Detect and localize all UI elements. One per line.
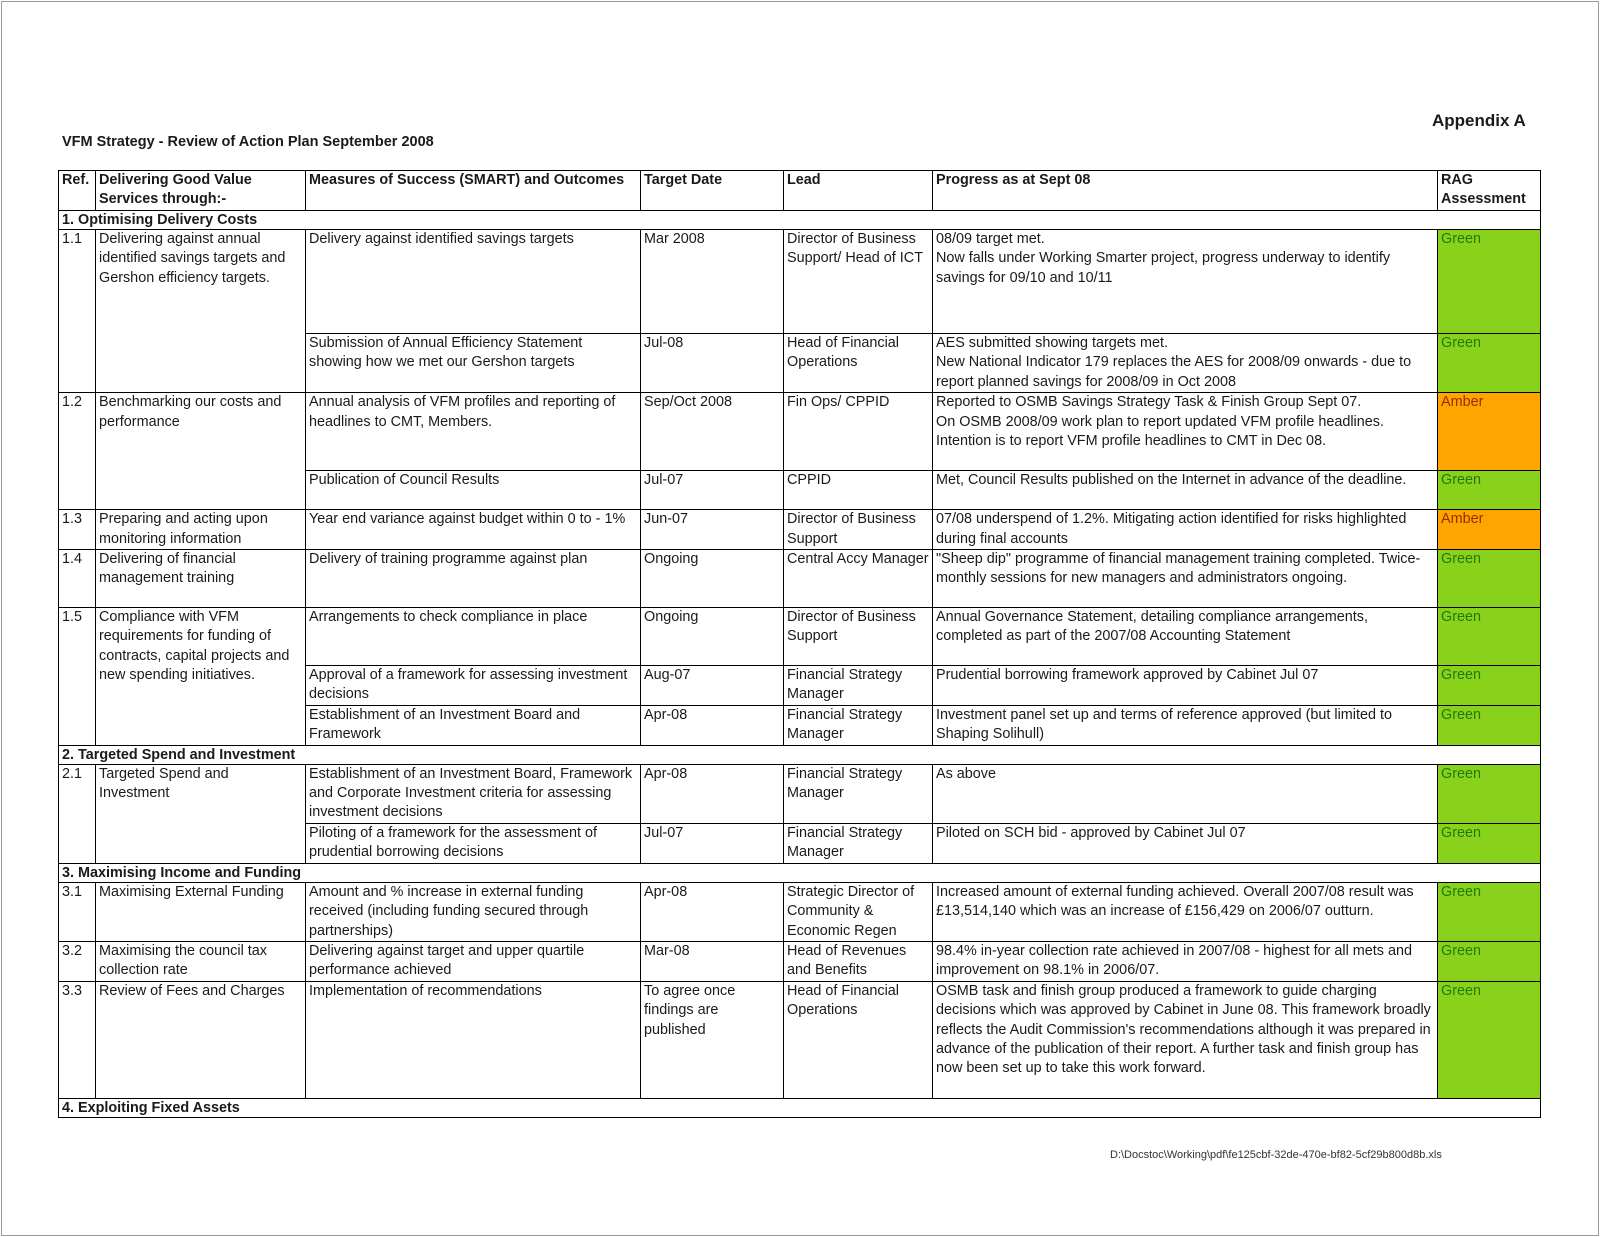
cell-lead: Fin Ops/ CPPID xyxy=(784,393,933,471)
cell-lead: Head of Revenues and Benefits xyxy=(784,941,933,981)
header-lead: Lead xyxy=(784,171,933,211)
document-title: VFM Strategy - Review of Action Plan September 2008 xyxy=(62,134,434,150)
cell-lead: Financial Strategy Manager xyxy=(784,823,933,863)
cell-measure: Submission of Annual Efficiency Statement showing how we met our Gershon targets xyxy=(306,334,641,393)
cell-target-date: Jun-07 xyxy=(641,510,784,550)
cell-progress: Reported to OSMB Savings Strategy Task & Finish Group Sept 07. On OSMB 2008/09 work plan to report updated VFM profile headlines. Intention is to report VFM profile headlines to CMT in Dec 08. xyxy=(933,393,1438,471)
cell-progress: OSMB task and finish group produced a framework to guide charging decisions which was approved by Cabinet in June 08. This framework broadly reflects the Audit Commission's recommendations although it was prepared in advance of the publication of their report. A further task and finish group has now been set up to take this work forward. xyxy=(933,981,1438,1098)
appendix-label: Appendix A xyxy=(1432,111,1526,130)
cell-lead: Financial Strategy Manager xyxy=(784,705,933,745)
cell-ref: 1.1 xyxy=(59,230,96,393)
cell-target-date: Sep/Oct 2008 xyxy=(641,393,784,471)
rag-status-badge: Green xyxy=(1438,941,1541,981)
cell-lead: Central Accy Manager xyxy=(784,550,933,608)
cell-ref: 2.1 xyxy=(59,764,96,863)
cell-delivering: Compliance with VFM requirements for funding of contracts, capital projects and new spending initiatives. xyxy=(96,608,306,746)
section-row xyxy=(59,863,1541,882)
rag-status-badge: Green xyxy=(1438,981,1541,1098)
cell-delivering: Maximising the council tax collection rate xyxy=(96,941,306,981)
rag-status-badge: Green xyxy=(1438,550,1541,608)
rag-status-badge: Amber xyxy=(1438,510,1541,550)
header-rag: RAG Assessment xyxy=(1438,171,1541,211)
section-row xyxy=(59,745,1541,764)
cell-target-date: Mar-08 xyxy=(641,941,784,981)
cell-lead: Financial Strategy Manager xyxy=(784,666,933,706)
cell-measure: Piloting of a framework for the assessment of prudential borrowing decisions xyxy=(306,823,641,863)
action-plan-table xyxy=(58,170,1541,1118)
cell-progress: Increased amount of external funding achieved. Overall 2007/08 result was £13,514,140 which was an increase of £156,429 on 2006/07 outturn. xyxy=(933,882,1438,941)
cell-lead: Director of Business Support/ Head of ICT xyxy=(784,230,933,334)
cell-lead: Director of Business Support xyxy=(784,608,933,666)
rag-status-badge: Amber xyxy=(1438,393,1541,471)
cell-ref: 3.3 xyxy=(59,981,96,1098)
rag-status-badge: Green xyxy=(1438,230,1541,334)
cell-delivering: Maximising External Funding xyxy=(96,882,306,941)
cell-progress: Investment panel set up and terms of reference approved (but limited to Shaping Solihull) xyxy=(933,705,1438,745)
header-target-date: Target Date xyxy=(641,171,784,211)
cell-target-date: To agree once findings are published xyxy=(641,981,784,1098)
header-delivering: Delivering Good Value Services through:- xyxy=(96,171,306,211)
cell-delivering: Delivering of financial management training xyxy=(96,550,306,608)
rag-status-badge: Green xyxy=(1438,823,1541,863)
header-row xyxy=(59,171,1541,211)
table-row xyxy=(59,608,1541,666)
cell-measure: Implementation of recommendations xyxy=(306,981,641,1098)
cell-delivering: Benchmarking our costs and performance xyxy=(96,393,306,510)
rag-status-badge: Green xyxy=(1438,705,1541,745)
cell-delivering: Preparing and acting upon monitoring information xyxy=(96,510,306,550)
cell-ref: 3.1 xyxy=(59,882,96,941)
cell-target-date: Apr-08 xyxy=(641,882,784,941)
rag-status-badge: Green xyxy=(1438,666,1541,706)
table-row xyxy=(59,941,1541,981)
cell-progress: Prudential borrowing framework approved by Cabinet Jul 07 xyxy=(933,666,1438,706)
footer-file-path: D:\Docstoc\Working\pdf\fe125cbf-32de-470e-bf82-5cf29b800d8b.xls xyxy=(1110,1149,1442,1161)
cell-target-date: Ongoing xyxy=(641,608,784,666)
rag-status-badge: Green xyxy=(1438,882,1541,941)
cell-target-date: Ongoing xyxy=(641,550,784,608)
section-title: 4. Exploiting Fixed Assets xyxy=(59,1098,1541,1117)
cell-measure: Approval of a framework for assessing investment decisions xyxy=(306,666,641,706)
section-title: 3. Maximising Income and Funding xyxy=(59,863,1541,882)
cell-measure: Amount and % increase in external funding received (including funding secured through partnerships) xyxy=(306,882,641,941)
cell-target-date: Jul-08 xyxy=(641,334,784,393)
table-row xyxy=(59,230,1541,334)
cell-lead: Head of Financial Operations xyxy=(784,981,933,1098)
cell-target-date: Apr-08 xyxy=(641,705,784,745)
cell-delivering: Targeted Spend and Investment xyxy=(96,764,306,863)
cell-lead: Strategic Director of Community & Economic Regen xyxy=(784,882,933,941)
cell-progress: As above xyxy=(933,764,1438,823)
cell-progress: 07/08 underspend of 1.2%. Mitigating action identified for risks highlighted during final accounts xyxy=(933,510,1438,550)
cell-measure: Delivery of training programme against plan xyxy=(306,550,641,608)
cell-target-date: Jul-07 xyxy=(641,471,784,510)
cell-ref: 3.2 xyxy=(59,941,96,981)
cell-target-date: Jul-07 xyxy=(641,823,784,863)
cell-measure: Annual analysis of VFM profiles and reporting of headlines to CMT, Members. xyxy=(306,393,641,471)
cell-measure: Establishment of an Investment Board and Framework xyxy=(306,705,641,745)
cell-progress: AES submitted showing targets met. New National Indicator 179 replaces the AES for 2008/09 onwards - due to report planned savings for 2008/09 in Oct 2008 xyxy=(933,334,1438,393)
rag-status-badge: Green xyxy=(1438,764,1541,823)
cell-ref: 1.3 xyxy=(59,510,96,550)
table-row xyxy=(59,550,1541,608)
header-measures: Measures of Success (SMART) and Outcomes xyxy=(306,171,641,211)
cell-lead: Director of Business Support xyxy=(784,510,933,550)
cell-delivering: Review of Fees and Charges xyxy=(96,981,306,1098)
cell-progress: Met, Council Results published on the Internet in advance of the deadline. xyxy=(933,471,1438,510)
cell-progress: Annual Governance Statement, detailing compliance arrangements, completed as part of the 2007/08 Accounting Statement xyxy=(933,608,1438,666)
table-row xyxy=(59,981,1541,1098)
header-ref: Ref. xyxy=(59,171,96,211)
cell-lead: Financial Strategy Manager xyxy=(784,764,933,823)
section-title: 2. Targeted Spend and Investment xyxy=(59,745,1541,764)
section-row xyxy=(59,211,1541,230)
rag-status-badge: Green xyxy=(1438,608,1541,666)
cell-target-date: Aug-07 xyxy=(641,666,784,706)
cell-measure: Delivery against identified savings targets xyxy=(306,230,641,334)
action-plan-body xyxy=(59,211,1541,1118)
cell-lead: Head of Financial Operations xyxy=(784,334,933,393)
cell-lead: CPPID xyxy=(784,471,933,510)
cell-target-date: Apr-08 xyxy=(641,764,784,823)
cell-measure: Year end variance against budget within 0 to - 1% xyxy=(306,510,641,550)
rag-status-badge: Green xyxy=(1438,334,1541,393)
rag-status-badge: Green xyxy=(1438,471,1541,510)
table-row xyxy=(59,882,1541,941)
cell-delivering: Delivering against annual identified savings targets and Gershon efficiency targets. xyxy=(96,230,306,393)
cell-ref: 1.4 xyxy=(59,550,96,608)
cell-measure: Publication of Council Results xyxy=(306,471,641,510)
cell-ref: 1.5 xyxy=(59,608,96,746)
cell-progress: 98.4% in-year collection rate achieved in 2007/08 - highest for all mets and improvement on 98.1% in 2006/07. xyxy=(933,941,1438,981)
cell-measure: Arrangements to check compliance in place xyxy=(306,608,641,666)
cell-progress: 08/09 target met. Now falls under Working Smarter project, progress underway to identify savings for 09/10 and 10/11 xyxy=(933,230,1438,334)
table-row xyxy=(59,393,1541,471)
section-title: 1. Optimising Delivery Costs xyxy=(59,211,1541,230)
cell-measure: Delivering against target and upper quartile performance achieved xyxy=(306,941,641,981)
header-progress: Progress as at Sept 08 xyxy=(933,171,1438,211)
cell-measure: Establishment of an Investment Board, Framework and Corporate Investment criteria for assessing investment decisions xyxy=(306,764,641,823)
cell-ref: 1.2 xyxy=(59,393,96,510)
cell-progress: Piloted on SCH bid - approved by Cabinet Jul 07 xyxy=(933,823,1438,863)
table-row xyxy=(59,764,1541,823)
cell-progress: "Sheep dip" programme of financial management training completed. Twice-monthly sessions for new managers and administrators ongoing. xyxy=(933,550,1438,608)
section-row xyxy=(59,1098,1541,1117)
table-row xyxy=(59,510,1541,550)
cell-target-date: Mar 2008 xyxy=(641,230,784,334)
